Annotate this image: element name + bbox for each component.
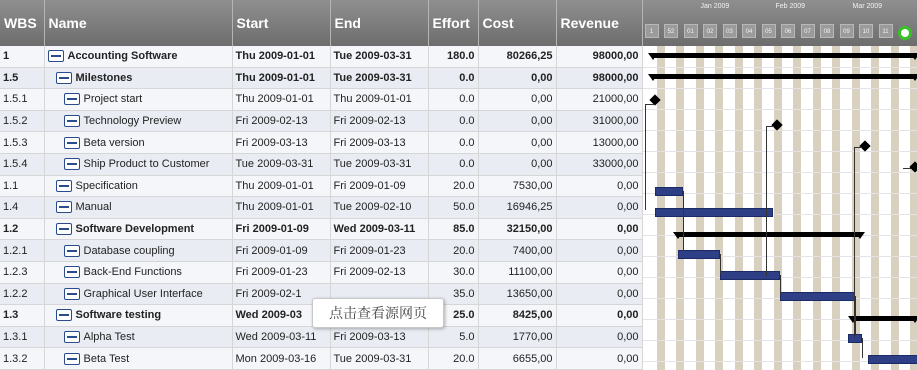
start-cell: Wed 2009-03-11: [232, 326, 330, 348]
timeline-stripe: [832, 46, 840, 370]
table-row[interactable]: [0, 110, 642, 132]
task-name-label: Manual: [75, 201, 112, 214]
end-cell: Fri 2009-03-13: [330, 326, 428, 348]
task-name: [48, 331, 229, 343]
effort-cell: 25.0: [428, 305, 478, 327]
summary-bar[interactable]: [653, 74, 915, 79]
wbs-cell: 1.5.2: [0, 110, 44, 132]
revenue-cell: 0,00: [556, 261, 642, 283]
task-name-label: Specification: [75, 179, 138, 192]
wbs-cell: 1: [0, 46, 44, 67]
wbs-cell: 1.3.1: [0, 326, 44, 348]
table-row[interactable]: [0, 175, 642, 197]
dependency-line: [766, 126, 774, 127]
effort-cell: 20.0: [428, 240, 478, 262]
timeline-stripe: [774, 46, 782, 370]
row-divider: [643, 193, 917, 194]
task-name-label: Technology Preview: [83, 115, 182, 128]
cost-cell: 1770,00: [478, 326, 556, 348]
effort-cell: 20.0: [428, 175, 478, 197]
start-cell: Tue 2009-03-31: [232, 153, 330, 175]
cost-cell: 0,00: [478, 153, 556, 175]
name-cell: [44, 283, 232, 305]
revenue-cell: 98000,00: [556, 67, 642, 89]
row-divider: [643, 109, 917, 110]
collapse-icon[interactable]: [56, 223, 72, 235]
summary-bar[interactable]: [653, 53, 915, 58]
task-name: [48, 137, 229, 149]
collapse-icon[interactable]: [64, 137, 80, 149]
cost-cell: 7400,00: [478, 240, 556, 262]
dependency-line: [903, 168, 911, 169]
collapse-icon[interactable]: [64, 331, 80, 343]
task-name-label: Database coupling: [83, 244, 175, 257]
effort-cell: 35.0: [428, 283, 478, 305]
task-name: [48, 266, 229, 278]
name-cell: [44, 261, 232, 283]
task-name: [48, 180, 229, 192]
revenue-cell: 0,00: [556, 326, 642, 348]
end-cell: Tue 2009-03-31: [330, 348, 428, 370]
effort-cell: 50.0: [428, 197, 478, 219]
cost-cell: 16946,25: [478, 197, 556, 219]
effort-cell: 0.0: [428, 89, 478, 111]
name-cell: [44, 132, 232, 154]
dependency-line: [720, 254, 721, 274]
name-cell: [44, 348, 232, 370]
dependency-line: [862, 338, 863, 358]
end-cell: Tue 2009-03-31: [330, 46, 428, 67]
table-row[interactable]: [0, 240, 642, 262]
cost-cell: 0,00: [478, 110, 556, 132]
col-name[interactable]: Name: [44, 0, 232, 46]
collapse-icon[interactable]: [64, 288, 80, 300]
start-cell: Thu 2009-01-01: [232, 197, 330, 219]
task-name-label: Software Development: [75, 223, 195, 236]
end-cell: Tue 2009-02-10: [330, 197, 428, 219]
task-name: [48, 93, 229, 105]
effort-cell: 0.0: [428, 153, 478, 175]
start-cell: Fri 2009-02-1: [232, 283, 330, 305]
task-name-label: Back-End Functions: [83, 266, 182, 279]
row-divider: [643, 67, 917, 68]
dependency-line: [855, 296, 856, 336]
col-effort[interactable]: Effort: [428, 0, 478, 46]
name-cell: [44, 67, 232, 89]
start-cell: Thu 2009-01-01: [232, 67, 330, 89]
cost-cell: 13650,00: [478, 283, 556, 305]
table-row[interactable]: [0, 153, 642, 175]
wbs-cell: 1.3.2: [0, 348, 44, 370]
week-cell: 02: [703, 24, 717, 38]
table-row[interactable]: [0, 218, 642, 240]
name-cell: [44, 305, 232, 327]
revenue-cell: 31000,00: [556, 110, 642, 132]
wbs-cell: 1.2.3: [0, 261, 44, 283]
task-name: [48, 223, 229, 235]
task-bar[interactable]: [655, 208, 773, 217]
task-name-label: Beta version: [83, 136, 145, 149]
end-cell: Fri 2009-01-09: [330, 175, 428, 197]
effort-cell: 5.0: [428, 326, 478, 348]
row-divider: [643, 151, 917, 152]
start-cell: Fri 2009-01-09: [232, 240, 330, 262]
task-name-label: Accounting Software: [67, 50, 178, 63]
gantt-body: [643, 46, 917, 370]
milestone-icon[interactable]: [859, 140, 870, 151]
collapse-icon[interactable]: [64, 266, 80, 278]
timeline-stripe: [793, 46, 801, 370]
effort-cell: 180.0: [428, 46, 478, 67]
collapse-icon[interactable]: [56, 309, 72, 321]
col-wbs[interactable]: WBS: [0, 0, 44, 46]
week-cell: 11: [879, 24, 893, 38]
week-cell: 03: [723, 24, 737, 38]
end-cell: Fri 2009-02-13: [330, 110, 428, 132]
task-name: [48, 50, 229, 62]
col-cost[interactable]: Cost: [478, 0, 556, 46]
month-label: Feb 2009: [775, 3, 806, 10]
collapse-icon[interactable]: [56, 201, 72, 213]
col-start[interactable]: Start: [232, 0, 330, 46]
task-name: [48, 201, 229, 213]
start-cell: Thu 2009-01-01: [232, 89, 330, 111]
effort-cell: 0.0: [428, 67, 478, 89]
name-cell: [44, 175, 232, 197]
wbs-cell: 1.3: [0, 305, 44, 327]
wbs-cell: 1.5.3: [0, 132, 44, 154]
wbs-cell: 1.4: [0, 197, 44, 219]
month-label: Jan 2009: [700, 3, 730, 10]
table-row[interactable]: [0, 46, 642, 67]
week-cell: 08: [820, 24, 834, 38]
task-name: [48, 353, 229, 365]
task-bar[interactable]: [868, 355, 917, 364]
wbs-cell: 1.2: [0, 218, 44, 240]
revenue-cell: 13000,00: [556, 132, 642, 154]
task-name-label: Ship Product to Customer: [83, 158, 210, 171]
wbs-cell: 1.5: [0, 67, 44, 89]
table-row[interactable]: [0, 67, 642, 89]
row-divider: [643, 130, 917, 131]
cost-cell: 0,00: [478, 89, 556, 111]
table-row[interactable]: [0, 89, 642, 111]
timeline-stripe: [891, 46, 899, 370]
name-cell: [44, 326, 232, 348]
cost-cell: 7530,00: [478, 175, 556, 197]
collapse-icon[interactable]: [48, 50, 64, 62]
wbs-cell: 1.2.2: [0, 283, 44, 305]
collapse-icon[interactable]: [64, 115, 80, 127]
task-name-label: Graphical User Interface: [83, 287, 203, 300]
effort-cell: 20.0: [428, 348, 478, 370]
end-cell: Fri 2009-01-23: [330, 240, 428, 262]
effort-cell: 85.0: [428, 218, 478, 240]
end-cell: Tue 2009-03-31: [330, 67, 428, 89]
task-name: [48, 245, 229, 257]
name-cell: [44, 218, 232, 240]
end-cell: Thu 2009-01-01: [330, 89, 428, 111]
start-cell: Mon 2009-03-16: [232, 348, 330, 370]
week-cell: 1: [645, 24, 659, 38]
collapse-icon[interactable]: [64, 353, 80, 365]
row-divider: [643, 172, 917, 173]
col-revenue[interactable]: Revenue: [556, 0, 642, 46]
timeline-stripe: [813, 46, 821, 370]
week-cell: 04: [742, 24, 756, 38]
effort-cell: 0.0: [428, 132, 478, 154]
task-name-label: Alpha Test: [83, 331, 135, 343]
revenue-cell: 0,00: [556, 218, 642, 240]
week-cell: 01: [684, 24, 698, 38]
row-divider: [643, 340, 917, 341]
wbs-cell: 1.5.4: [0, 153, 44, 175]
table-row[interactable]: [0, 326, 642, 348]
revenue-cell: 0,00: [556, 175, 642, 197]
name-cell: [44, 240, 232, 262]
cost-cell: 32150,00: [478, 218, 556, 240]
wbs-cell: 1.1: [0, 175, 44, 197]
task-bar[interactable]: [780, 292, 855, 301]
task-name: [48, 115, 229, 127]
gantt-chart: [643, 0, 917, 370]
task-name-label: Project start: [83, 93, 143, 106]
summary-bar[interactable]: [853, 316, 915, 321]
week-cell: 52: [664, 24, 678, 38]
start-cell: Thu 2009-01-01: [232, 175, 330, 197]
start-cell: Thu 2009-01-01: [232, 46, 330, 67]
task-name-label: Software testing: [75, 309, 162, 322]
table-row[interactable]: [0, 132, 642, 154]
gantt-header: [643, 0, 917, 46]
dependency-line: [854, 147, 855, 337]
timeline-stripe: [871, 46, 879, 370]
week-cell: 06: [781, 24, 795, 38]
start-cell: Fri 2009-02-13: [232, 110, 330, 132]
revenue-cell: 0,00: [556, 197, 642, 219]
task-name: [48, 309, 229, 321]
effort-cell: 0.0: [428, 110, 478, 132]
start-cell: Fri 2009-01-23: [232, 261, 330, 283]
collapse-icon[interactable]: [56, 180, 72, 192]
cost-cell: 0,00: [478, 67, 556, 89]
month-label: Mar 2009: [852, 3, 883, 10]
task-bar[interactable]: [678, 250, 720, 259]
name-cell: [44, 89, 232, 111]
cost-cell: 6655,00: [478, 348, 556, 370]
task-name: [48, 288, 229, 300]
end-cell: Fri 2009-02-13: [330, 261, 428, 283]
cost-cell: 11100,00: [478, 261, 556, 283]
revenue-cell: 0,00: [556, 283, 642, 305]
revenue-cell: 0,00: [556, 240, 642, 262]
name-cell: [44, 197, 232, 219]
wbs-cell: 1.2.1: [0, 240, 44, 262]
collapse-icon[interactable]: [64, 245, 80, 257]
dependency-line: [645, 104, 646, 210]
task-name: [48, 72, 229, 84]
dependency-line: [645, 104, 655, 105]
revenue-cell: 0,00: [556, 348, 642, 370]
week-cell: 07: [801, 24, 815, 38]
collapse-icon[interactable]: [64, 158, 80, 170]
cost-cell: 80266,25: [478, 46, 556, 67]
task-name-label: Milestones: [75, 71, 133, 84]
start-cell: Fri 2009-03-13: [232, 132, 330, 154]
collapse-icon[interactable]: [56, 72, 72, 84]
week-cell: 09: [840, 24, 854, 38]
name-cell: [44, 153, 232, 175]
week-cell: 10: [859, 24, 873, 38]
revenue-cell: 33000,00: [556, 153, 642, 175]
table-row[interactable]: [0, 261, 642, 283]
summary-bar[interactable]: [678, 232, 860, 237]
dependency-line: [766, 126, 767, 276]
cost-cell: 0,00: [478, 132, 556, 154]
task-bar[interactable]: [655, 187, 683, 196]
row-divider: [643, 88, 917, 89]
task-name: [48, 158, 229, 170]
collapse-icon[interactable]: [64, 93, 80, 105]
header-row: [0, 0, 642, 46]
week-cell: 05: [762, 24, 776, 38]
table-row[interactable]: [0, 197, 642, 219]
table-row[interactable]: [0, 348, 642, 370]
wbs-cell: 1.5.1: [0, 89, 44, 111]
name-cell: [44, 110, 232, 132]
dependency-line: [854, 147, 862, 148]
name-cell: [44, 46, 232, 67]
end-cell: Wed 2009-03-11: [330, 218, 428, 240]
status-circle-icon[interactable]: [898, 26, 912, 40]
dependency-line: [683, 191, 684, 251]
task-name-label: Beta Test: [83, 352, 130, 365]
revenue-cell: 0,00: [556, 305, 642, 327]
revenue-cell: 98000,00: [556, 46, 642, 67]
task-bar[interactable]: [720, 271, 780, 280]
start-cell: Wed 2009-03: [232, 305, 330, 327]
dependency-line: [780, 275, 781, 295]
col-end[interactable]: End: [330, 0, 428, 46]
cost-cell: 8425,00: [478, 305, 556, 327]
start-cell: Fri 2009-01-09: [232, 218, 330, 240]
view-source-popup[interactable]: 点击查看源网页: [312, 298, 444, 328]
end-cell: Fri 2009-03-13: [330, 132, 428, 154]
end-cell: Tue 2009-03-31: [330, 153, 428, 175]
effort-cell: 30.0: [428, 261, 478, 283]
revenue-cell: 21000,00: [556, 89, 642, 111]
